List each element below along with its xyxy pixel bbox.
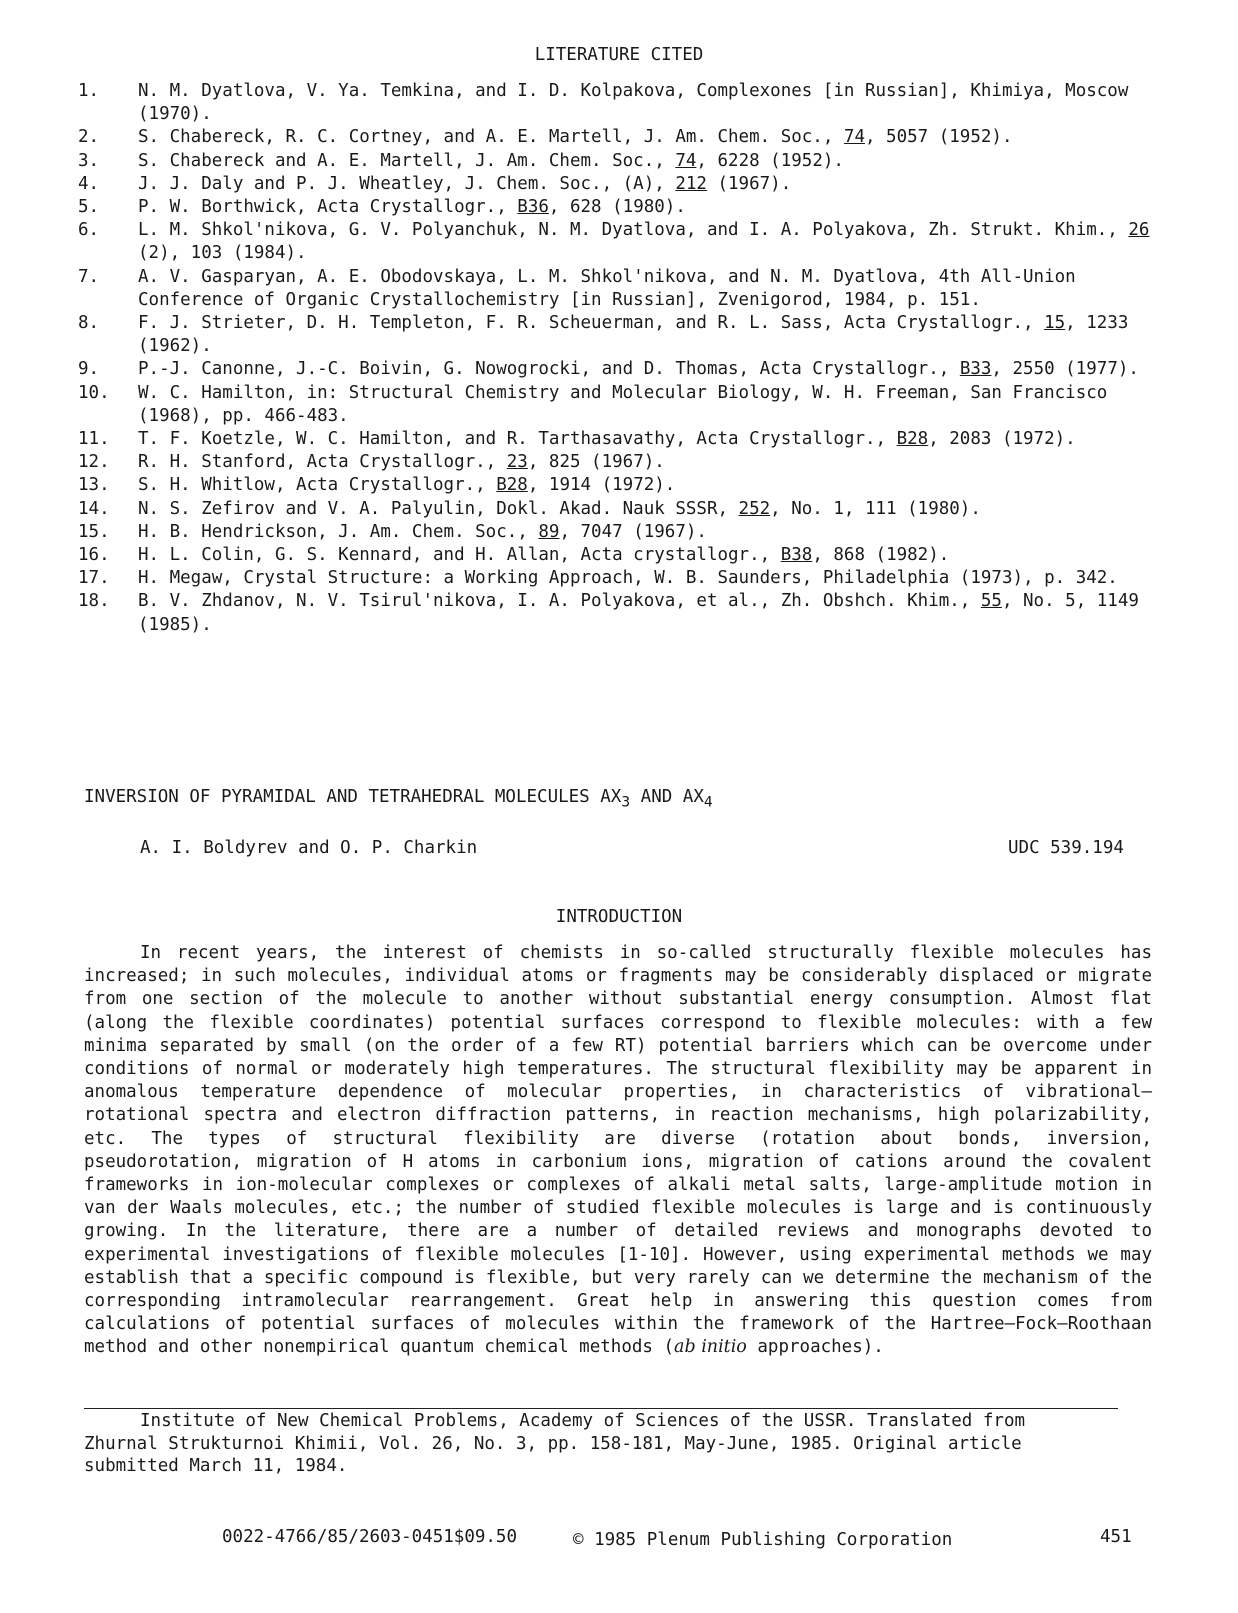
reference-fragment: A. V. Gasparyan, A. E. Obodovskaya, L. M. Shkol'nikova, and N. M. Dyatlova, 4th All-Union Conference of Organic Crystallochemistry [in Russian], Zvenigorod, 1984, p. 151. [138, 266, 1076, 310]
reference-fragment: H. L. Colin, G. S. Kennard, and H. Allan, Acta crystallogr., [138, 545, 781, 566]
reference-volume: B28 [896, 429, 929, 450]
reference-number: 6. [78, 220, 100, 241]
reference-item [78, 219, 1158, 265]
reference-volume: 74 [843, 127, 865, 148]
reference-item [78, 150, 1158, 173]
reference-number: 8. [78, 313, 100, 334]
reference-item [78, 544, 1158, 567]
reference-volume: B33 [959, 359, 992, 380]
reference-text [138, 173, 1158, 196]
title-subscript-4: 4 [703, 793, 713, 811]
reference-item [78, 567, 1158, 590]
reference-fragment: , 2550 (1977). [991, 359, 1139, 380]
reference-fragment: , 5057 (1952). [864, 127, 1013, 148]
footnote [84, 1410, 1134, 1478]
introduction-heading: INTRODUCTION [555, 907, 683, 927]
reference-number: 18. [78, 591, 110, 612]
reference-volume: 89 [538, 521, 560, 542]
reference-number: 1. [78, 81, 100, 101]
reference-fragment: H. B. Hendrickson, J. Am. Chem. Soc., [138, 521, 539, 542]
reference-volume: 212 [675, 173, 707, 194]
reference-number: 4. [78, 173, 100, 194]
footer-copyright: © 1985 Plenum Publishing Corporation [573, 1530, 953, 1550]
reference-text [138, 358, 1158, 381]
reference-text [138, 428, 1158, 451]
reference-item [78, 126, 1158, 149]
reference-fragment: H. Megaw, Crystal Structure: a Working Approach, W. B. Saunders, Philadelphia (1973), p. 342. [138, 568, 1118, 589]
reference-item [78, 498, 1158, 521]
footnote-divider [84, 1408, 1118, 1409]
footnote-line: Zhurnal Strukturnoi Khimii, Vol. 26, No. 3, pp. 158-181, May-June, 1985. Original article [84, 1433, 1022, 1454]
footer-price-code: 0022-4766/85/2603-0451$09.50 [222, 1527, 518, 1547]
reference-number: 5. [78, 197, 100, 218]
reference-text [138, 382, 1158, 428]
reference-fragment: N. M. Dyatlova, V. Ya. Temkina, and I. D. Kolpakova, Complexones [in Russian], Khimiya, Moscow (1970). [138, 81, 1129, 125]
reference-text [138, 567, 1158, 590]
reference-item [78, 382, 1158, 428]
reference-fragment: , 868 (1982). [812, 545, 950, 566]
reference-volume: 74 [675, 150, 697, 171]
title-text: INVERSION OF PYRAMIDAL AND TETRAHEDRAL MOLECULES AX [84, 787, 622, 807]
reference-fragment: , No. 1, 111 (1980). [770, 498, 981, 519]
reference-fragment: (1967). [706, 173, 792, 194]
intro-text-end: approaches). [746, 1337, 884, 1358]
introduction-paragraph [84, 942, 1152, 1360]
page-number: 451 [1100, 1527, 1132, 1547]
reference-item [78, 521, 1158, 544]
reference-list [78, 80, 1158, 637]
reference-fragment: W. C. Hamilton, in: Structural Chemistry and Molecular Biology, W. H. Freeman, San Francisco (1968), pp. 466-483. [138, 382, 1108, 426]
reference-number: 16. [78, 545, 110, 566]
reference-fragment: , 2083 (1972). [928, 429, 1076, 450]
authors: A. I. Boldyrev and O. P. Charkin [140, 838, 478, 858]
reference-item [78, 80, 1158, 126]
reference-fragment: J. J. Daly and P. J. Wheatley, J. Chem. Soc., (A), [138, 173, 676, 194]
reference-item [78, 451, 1158, 474]
reference-volume: 26 [1128, 220, 1150, 241]
reference-volume: B36 [517, 197, 549, 218]
reference-fragment: , 6228 (1952). [696, 150, 844, 171]
reference-text [138, 126, 1158, 149]
footnote-line: submitted March 11, 1984. [84, 1456, 348, 1476]
reference-fragment: B. V. Zhdanov, N. V. Tsirul'nikova, I. A. Polyakova, et al., Zh. Obshch. Khim., [138, 591, 981, 612]
reference-item [78, 266, 1158, 312]
reference-number: 17. [78, 568, 110, 589]
literature-heading: LITERATURE CITED [534, 45, 704, 65]
reference-item [78, 358, 1158, 381]
reference-number: 14. [78, 498, 110, 519]
reference-number: 3. [78, 150, 100, 171]
reference-text [138, 266, 1158, 312]
reference-text [138, 544, 1158, 567]
reference-volume: 15 [1044, 313, 1066, 334]
reference-text [138, 80, 1158, 126]
reference-text [138, 451, 1158, 474]
reference-number: 15. [78, 521, 110, 542]
reference-fragment: N. S. Zefirov and V. A. Palyulin, Dokl. Akad. Nauk SSSR, [138, 498, 739, 519]
reference-item [78, 590, 1158, 636]
reference-volume: 55 [980, 591, 1002, 612]
reference-fragment: R. H. Stanford, Acta Crystallogr., [138, 452, 507, 473]
reference-volume: B28 [496, 475, 528, 496]
reference-text [138, 498, 1158, 521]
reference-number: 11. [78, 429, 110, 450]
reference-text [138, 219, 1158, 265]
reference-fragment: , 7047 (1967). [559, 521, 707, 542]
reference-fragment: , 1233 (1962). [138, 313, 1129, 357]
reference-number: 10. [78, 382, 110, 403]
reference-text [138, 521, 1158, 544]
footnote-line: Institute of New Chemical Problems, Academy of Sciences of the USSR. Translated from [140, 1411, 1026, 1431]
reference-fragment: L. M. Shkol'nikova, G. V. Polyanchuk, N. M. Dyatlova, and I. A. Polyakova, Zh. Strukt. Khim., [138, 220, 1129, 241]
reference-fragment: , 825 (1967). [527, 452, 665, 473]
reference-fragment: , 1914 (1972). [527, 475, 676, 496]
reference-text [138, 590, 1158, 636]
reference-fragment: S. Chabereck, R. C. Cortney, and A. E. Martell, J. Am. Chem. Soc., [138, 127, 844, 148]
reference-fragment: F. J. Strieter, D. H. Templeton, F. R. Scheuerman, and R. L. Sass, Acta Crystallogr., [138, 313, 1045, 334]
reference-number: 7. [78, 266, 100, 287]
reference-fragment: S. Chabereck and A. E. Martell, J. Am. Chem. Soc., [138, 150, 676, 171]
reference-volume: B38 [780, 545, 813, 566]
reference-item [78, 474, 1158, 497]
reference-item [78, 173, 1158, 196]
reference-number: 13. [78, 475, 110, 496]
reference-text [138, 196, 1158, 219]
reference-number: 9. [78, 359, 100, 380]
udc-code: UDC 539.194 [1008, 838, 1124, 858]
intro-italic: ab initio [674, 1337, 747, 1358]
reference-fragment: S. H. Whitlow, Acta Crystallogr., [138, 475, 497, 496]
reference-number: 12. [78, 452, 110, 473]
reference-fragment: (2), 103 (1984). [138, 243, 307, 264]
reference-item [78, 312, 1158, 358]
reference-volume: 23 [506, 452, 528, 473]
reference-item [78, 196, 1158, 219]
reference-fragment: , 628 (1980). [548, 197, 686, 218]
title-and: AND AX [630, 787, 704, 807]
reference-text [138, 474, 1158, 497]
title-subscript-3: 3 [621, 793, 631, 811]
reference-text [138, 312, 1158, 358]
article-title [84, 787, 713, 811]
reference-fragment: P.-J. Canonne, J.-C. Boivin, G. Nowogrocki, and D. Thomas, Acta Crystallogr., [138, 359, 960, 380]
reference-text [138, 150, 1158, 173]
intro-text: In recent years, the interest of chemists in so-called structurally flexible molecules has increased; in such molecules, individual atoms or fragments may be considerably displaced or migrate from one section of the molecule to another without substantial energy consumption. Almost flat (along the flexible coordinates) potential surfaces correspond to flexible molecules: with a few minima separated by small (on the order of a few RT) potential barriers which can be overcome under conditions of normal or moderately high temperatures. The structural flexibility may be apparent in anomalous temperature dependence of molecular properties, in characteristics of vibrational—rotational spectra and electron diffraction patterns, in reaction mechanisms, high polarizability, etc. The types of structural flexibility are diverse (rotation about bonds, inversion, pseudorotation, migration of H atoms in carbonium ions, migration of cations around the covalent frameworks in ion-molecular complexes or complexes of alkali metal salts, large-amplitude motion in van der Waals molecules, etc.; the number of studied flexible molecules is large and is continuously growing. In the literature, there are a number of detailed reviews and monographs devoted to experimental investigations of flexible molecules [1-10]. However, using experimental methods we may establish that a specific compound is flexible, but very rarely can we determine the mechanism of the corresponding intramolecular rearrangement. Great help in answering this question comes from calculations of potential surfaces of molecules within the framework of the Hartree—Fock—Roothaan method and other nonempirical quantum chemical methods ( [84, 943, 1152, 1358]
reference-fragment: P. W. Borthwick, Acta Crystallogr., [138, 197, 518, 218]
reference-item [78, 428, 1158, 451]
reference-fragment: T. F. Koetzle, W. C. Hamilton, and R. Tarthasavathy, Acta Crystallogr., [138, 429, 897, 450]
reference-volume: 252 [738, 498, 771, 519]
reference-fragment: , No. 5, 1149 (1985). [138, 591, 1139, 635]
reference-number: 2. [78, 127, 100, 148]
